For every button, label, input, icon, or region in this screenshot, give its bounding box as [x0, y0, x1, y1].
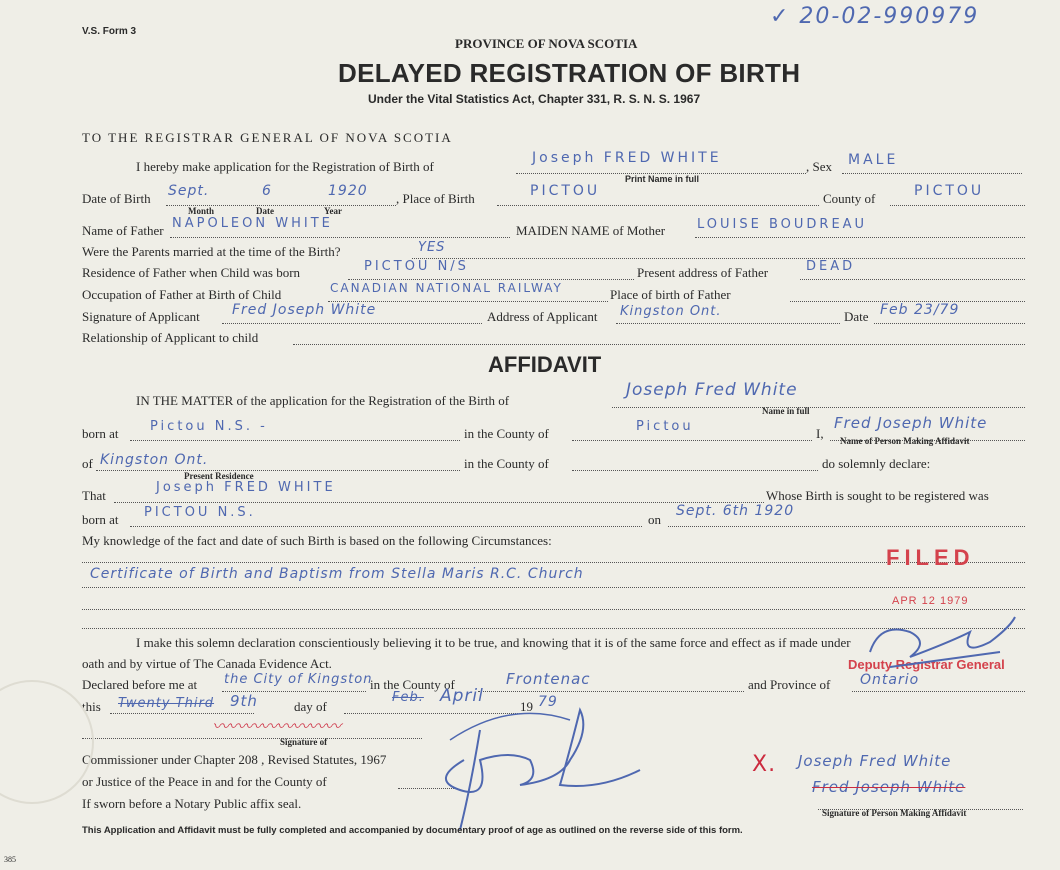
print-code: 385 — [4, 855, 16, 864]
applicant-signature-value: Fred Joseph White — [232, 302, 377, 318]
residence-value: Kingston Ont. — [100, 452, 209, 468]
month-value: April — [440, 686, 484, 706]
day-of-label: day of — [294, 699, 327, 714]
on-date-value: Sept. 6th 1920 — [676, 503, 795, 519]
province-label: and Province of — [748, 677, 831, 692]
born-at-value: Pictou N.S. - — [150, 419, 268, 434]
applicant-signature-label: Signature of Applicant — [82, 309, 200, 324]
in-county-label-3: in the County of — [370, 677, 455, 692]
occupation-label: Occupation of Father at Birth of Child — [82, 287, 282, 302]
filed-date-stamp: APR 12 1979 — [892, 595, 969, 607]
circumstances-value: Certificate of Birth and Baptism from Stella Maris R.C. Church — [90, 566, 584, 582]
mother-label: MAIDEN NAME of Mother — [516, 223, 666, 238]
signature-x-mark: X. — [752, 752, 777, 777]
form-number: V.S. Form 3 — [82, 26, 137, 37]
date-field-label: Date — [844, 309, 869, 324]
mother-value: LOUISE BOUDREAU — [697, 217, 868, 232]
present-address-value: DEAD — [806, 259, 856, 274]
page-title: DELAYED REGISTRATION OF BIRTH — [338, 58, 801, 88]
married-value: YES — [418, 240, 446, 255]
pob-father-label: Place of birth of Father — [610, 287, 731, 302]
born-at-label-2: born at — [82, 512, 119, 527]
dob-year-value: 1920 — [328, 183, 368, 199]
date-field-value: Feb 23/79 — [880, 302, 960, 318]
deponent-signature-1: Joseph Fred White — [798, 752, 952, 770]
commissioner-label: Commissioner under Chapter 208 , Revised Statutes, 1967 — [82, 752, 387, 767]
province-value: Ontario — [860, 672, 920, 688]
month-label: Month — [188, 206, 215, 216]
signature-of-label: Signature of — [280, 737, 328, 747]
present-residence-label: Present Residence — [184, 471, 254, 481]
matter-label: IN THE MATTER of the application for the Registration of the Birth of — [136, 393, 510, 408]
applicant-address-label: Address of Applicant — [487, 309, 598, 324]
year-prefix: 19 — [520, 699, 533, 714]
date-label: Date — [256, 206, 274, 216]
person-affidavit-label: Name of Person Making Affidavit — [840, 436, 970, 446]
residence-father-label: Residence of Father when Child was born — [82, 265, 301, 280]
embossed-seal — [0, 680, 94, 804]
occupation-value: CANADIAN NATIONAL RAILWAY — [330, 281, 563, 295]
knowledge-label: My knowledge of the fact and date of such Birth is based on the following Circumstances: — [82, 533, 552, 548]
day-struck-value: Twenty Third — [118, 696, 215, 711]
day-value: 9th — [230, 692, 258, 710]
affidavit-title: AFFIDAVIT — [488, 352, 602, 377]
born-at-label: born at — [82, 426, 119, 441]
month-struck-value: Feb. — [392, 690, 424, 705]
print-name-label: Print Name in full — [625, 174, 700, 184]
father-value: NAPOLEON WHITE — [172, 216, 333, 231]
commissioner-name-stamp: 〰〰〰〰〰〰〰〰 — [212, 717, 340, 737]
province-heading: PROVINCE OF NOVA SCOTIA — [455, 36, 638, 51]
of-label: of — [82, 456, 93, 471]
child-name-value: Joseph FRED WHITE — [532, 150, 722, 166]
declared-label: Declared before me at — [82, 677, 198, 692]
dob-day-value: 6 — [262, 183, 272, 199]
declared-at-value: the City of Kingston — [224, 672, 373, 687]
registrant-name-value: Joseph Fred White — [626, 380, 798, 400]
signature-person-label: Signature of Person Making Affidavit — [822, 808, 967, 818]
relationship-label: Relationship of Applicant to child — [82, 330, 259, 345]
sex-value: MALE — [848, 152, 899, 168]
in-county-label-2: in the County of — [464, 456, 549, 471]
name-in-full-label: Name in full — [762, 406, 810, 416]
born-at-value-2: PICTOU N.S. — [144, 505, 256, 520]
year-label: Year — [324, 206, 342, 216]
in-county-label: in the County of — [464, 426, 549, 441]
father-label: Name of Father — [82, 223, 164, 238]
whose-birth-label: Whose Birth is sought to be registered was — [766, 488, 989, 503]
notary-label: If sworn before a Notary Public affix seal. — [82, 796, 302, 811]
commissioner-signature — [420, 690, 660, 840]
dob-month-value: Sept. — [168, 183, 210, 199]
solemn-declaration-1: I make this solemn declaration conscientiously believing it to be true, and knowing that it is of the same force and effect as if made under — [136, 635, 851, 650]
year-value: 79 — [538, 694, 558, 710]
footer-instruction: This Application and Affidavit must be fully completed and accompanied by documentary proof of age as outlined on the reverse side of this form. — [82, 825, 743, 836]
registrar-signature — [850, 612, 1025, 682]
county-value: PICTOU — [914, 183, 985, 199]
on-label: on — [648, 512, 661, 527]
that-label: That — [82, 488, 106, 503]
pob-value: PICTOU — [530, 183, 601, 199]
page-subtitle: Under the Vital Statistics Act, Chapter 331, R. S. N. S. 1967 — [368, 92, 701, 106]
present-address-label: Present address of Father — [637, 265, 769, 280]
justice-label: or Justice of the Peace in and for the County of — [82, 774, 327, 789]
this-label: this — [82, 699, 101, 714]
solemn-declaration-2: oath and by virtue of The Canada Evidence Act. — [82, 656, 332, 671]
declared-county-value: Frontenac — [506, 670, 591, 688]
deputy-registrar-stamp: Deputy Registrar General — [848, 657, 1005, 672]
pob-label: , Place of Birth — [396, 191, 475, 206]
deponent-value: Fred Joseph White — [834, 414, 988, 432]
sex-label: , Sex — [806, 159, 832, 174]
filed-stamp: FILED — [886, 545, 975, 570]
registration-number: ✓ 20-02-990979 — [770, 4, 980, 29]
county-label: County of — [823, 191, 876, 206]
declare-label: do solemnly declare: — [822, 456, 931, 471]
addressee-line: TO THE REGISTRAR GENERAL OF NOVA SCOTIA — [82, 130, 453, 145]
applicant-address-value: Kingston Ont. — [620, 304, 722, 319]
apply-label: I hereby make application for the Registration of Birth of — [136, 159, 434, 174]
residence-father-value: PICTOU N/S — [364, 259, 469, 274]
married-label: Were the Parents married at the time of the Birth? — [82, 244, 341, 259]
dob-label: Date of Birth — [82, 191, 151, 206]
county-value-affidavit: Pictou — [636, 419, 694, 434]
that-name-value: Joseph FRED WHITE — [156, 480, 336, 495]
i-label: I, — [816, 426, 824, 441]
deponent-signature-2: Fred Joseph White — [812, 778, 966, 796]
